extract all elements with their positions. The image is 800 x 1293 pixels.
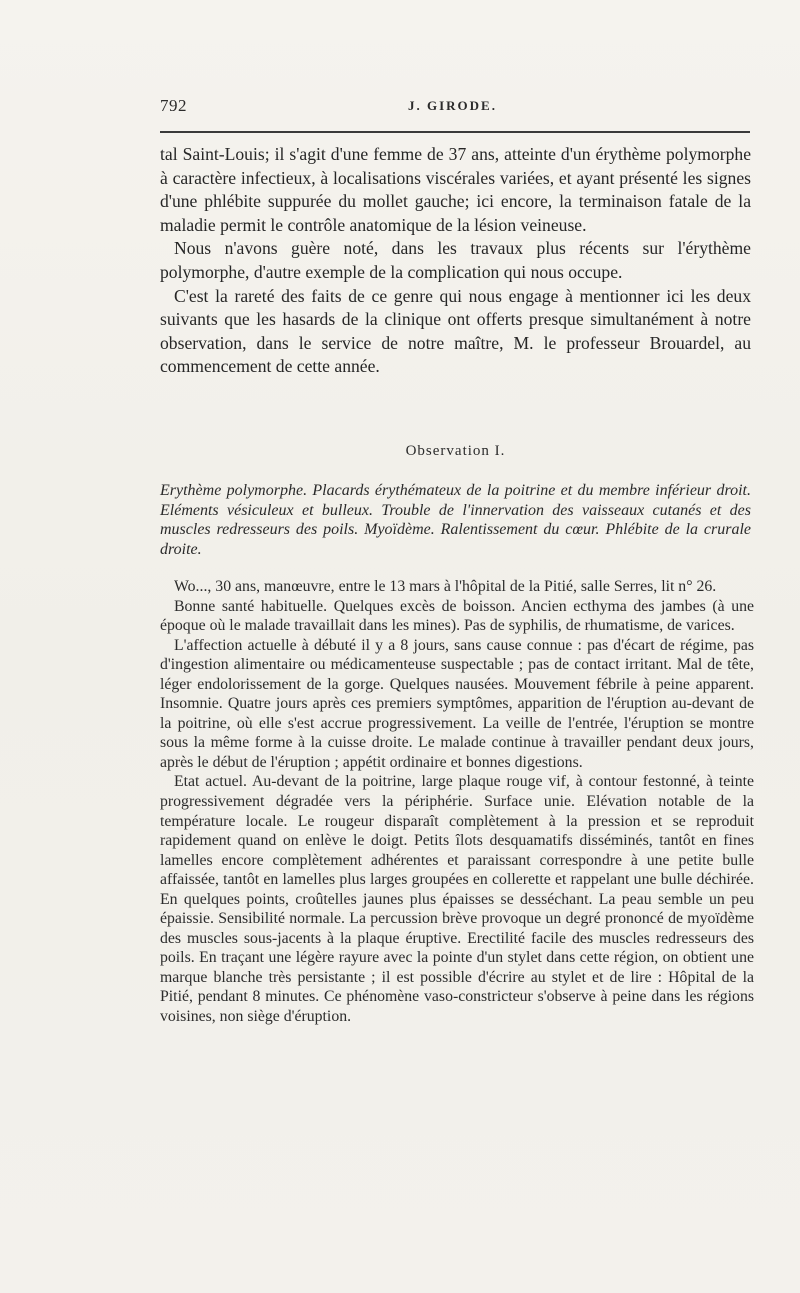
- intro-paragraph: tal Saint-Louis; il s'agit d'une femme de 37 ans, atteinte d'un érythème polymorphe à caractère infectieux, à localisations viscérales variées, et ayant présenté les signes d'une phlébite suppurée du mollet gauche; ici encore, la terminaison fatale de la maladie permit le contrôle anatomique de la lésion veineuse.: [160, 144, 751, 235]
- case-paragraph: Wo..., 30 ans, manœuvre, entre le 13 mars à l'hôpital de la Pitié, salle Serres, lit n° 26.: [174, 578, 717, 595]
- intro-text: [160, 143, 751, 379]
- case-paragraph: Etat actuel. Au-devant de la poitrine, large plaque rouge vif, à contour festonné, à teinte progressivement dégradée vers la périphérie. Surface unie. Elévation notable de la température locale. Le rougeur disparaît complètement à la pression et se reproduit rapidement quand on enlève le doigt. Petits îlots desquamatifs disséminés, tantôt en fines lamelles encore complètement adhérentes et paraissant correspondre à une petite bulle affaissée, tantôt en lamelles plus larges groupées en collerette et rappelant une bulle déchirée. En quelques points, croûtelles jaunes plus épaisses se desséchant. La peau semble un peu épaissie. Sensibilité normale. La percussion brève provoque un degré prononcé de myoïdème des muscles sous-jacents à la plaque éruptive. Erectilité facile des muscles redresseurs des poils. En traçant une légère rayure avec la pointe d'un stylet dans cette région, on obtient une marque blanche très persistante ; il est possible d'écrire au stylet et de lire : Hôpital de la Pitié, pendant 8 minutes. Ce phénomène vaso-constricteur s'observe à peine dans les régions voisines, non siège d'éruption.: [160, 773, 754, 1026]
- case-text: [160, 577, 754, 1027]
- case-paragraph: L'affection actuelle à débuté il y a 8 jours, sans cause connue : pas d'écart de régime, pas d'ingestion alimentaire ou médicamenteuse suspectable ; pas de contact irritant. Mal de tête, léger endolorissement de la gorge. Quelques nausées. Mouvement fébrile à peine apparent. Insomnie. Quatre jours après ces premiers symptômes, apparition de l'éruption au-devant de la poitrine, où elle s'est accrue progressivement. La veille de l'entrée, l'éruption se montre sous la même forme à la cuisse droite. Le malade continue à travailler pendant deux jours, après le début de l'éruption ; appétit ordinaire et bonnes digestions.: [160, 636, 754, 771]
- header-rule: [160, 131, 750, 133]
- observation-summary: Erythème polymorphe. Placards érythémateux de la poitrine et du membre inférieur droit. Eléments vésiculeux et bulleux. Trouble de l'innervation des vaisseaux cutanés et des muscles redresseurs des poils. Myoïdème. Ralentissement du cœur. Phlébite de la crurale droite.: [160, 482, 751, 558]
- intro-paragraph: C'est la rareté des faits de ce genre qui nous engage à mentionner ici les deux suivants que les hasards de la clinique ont offerts presque simultanément à notre observation, dans le service de notre maître, M. le professeur Brouardel, au commencement de cette année.: [160, 285, 751, 377]
- case-paragraph: Bonne santé habituelle. Quelques excès de boisson. Ancien ecthyma des jambes (à une époque où le malade travaillait dans les mines). Pas de syphilis, de rhumatisme, de varices.: [160, 597, 754, 635]
- page-number: 792: [160, 96, 187, 115]
- running-head: J. GIRODE.: [408, 98, 497, 113]
- page-header: [160, 96, 750, 120]
- observation-heading: Observation I.: [405, 443, 506, 459]
- intro-paragraph: Nous n'avons guère noté, dans les travaux plus récents sur l'érythème polymorphe, d'autre exemple de la complication qui nous occupe.: [160, 238, 751, 282]
